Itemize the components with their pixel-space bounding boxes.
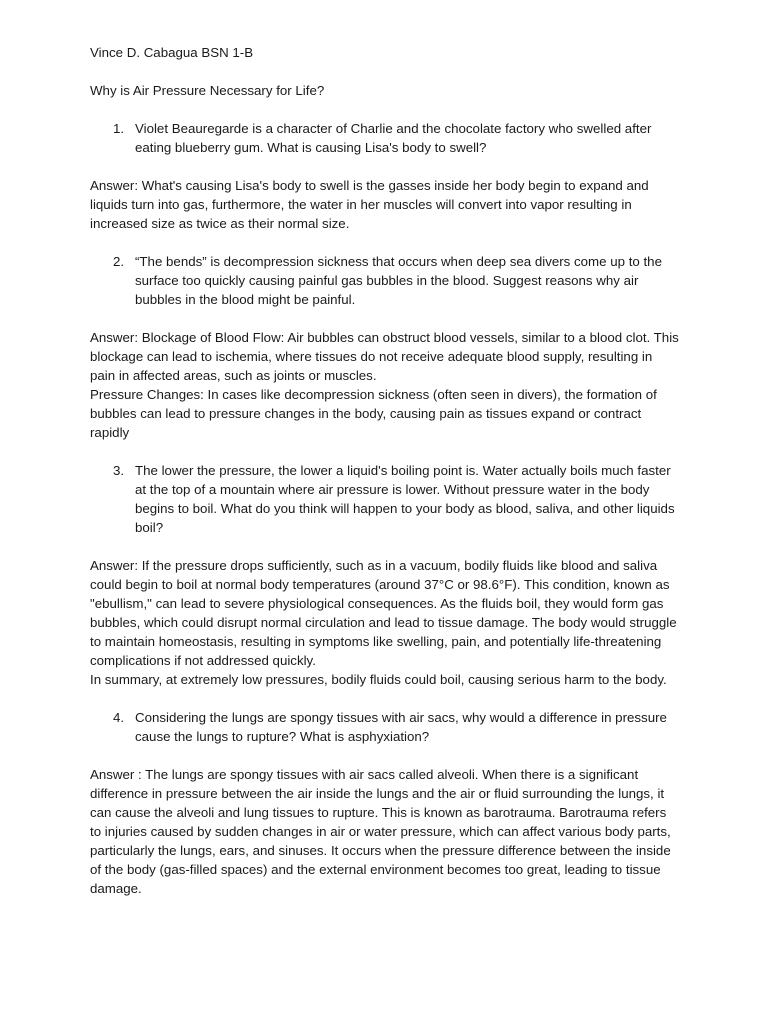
question-text: Violet Beauregarde is a character of Charlie and the chocolate factory who swelled after eating blueberry gum. What is causing Lisa's body to swell? <box>135 121 652 155</box>
question-number: 4. <box>113 710 125 725</box>
question-number: 1. <box>113 121 125 136</box>
answer-paragraph: In summary, at extremely low pressures, bodily fluids could boil, causing serious harm to the body. <box>90 672 667 687</box>
question-3 <box>113 461 680 537</box>
question-text: The lower the pressure, the lower a liquid's boiling point is. Water actually boils much faster at the top of a mountain where air pressure is lower. Without pressure water in the body begins to boil. What do you think will happen to your body as blood, saliva, and other liquids boil? <box>135 463 675 535</box>
answer-3 <box>90 556 680 689</box>
answer-2 <box>90 328 680 442</box>
answer-paragraph: Answer: If the pressure drops sufficiently, such as in a vacuum, bodily fluids like blood and saliva could begin to boil at normal body temperatures (around 37°C or 98.6°F). This condition, known as "ebullism," can lead to severe physiological consequences. As the fluids boil, they would form gas bubbles, which could disrupt normal circulation and lead to tissue damage. The body would struggle to maintain homeostasis, resulting in symptoms like swelling, pain, and potentially life-threatening complications if not addressed quickly. <box>90 558 677 668</box>
document-title: Why is Air Pressure Necessary for Life? <box>90 83 325 98</box>
question-4 <box>113 708 680 746</box>
document-page <box>90 43 680 917</box>
answer-4 <box>90 765 680 898</box>
answer-paragraph: Answer: Blockage of Blood Flow: Air bubbles can obstruct blood vessels, similar to a blood clot. This blockage can lead to ischemia, where tissues do not receive adequate blood supply, resulting in pain in affected areas, such as joints or muscles. <box>90 330 679 383</box>
question-1 <box>113 119 680 157</box>
answer-paragraph: Pressure Changes: In cases like decompression sickness (often seen in divers), the formation of bubbles can lead to pressure changes in the body, causing pain as tissues expand or contract rapidly <box>90 387 657 440</box>
question-number: 3. <box>113 463 125 478</box>
question-number: 2. <box>113 254 125 269</box>
answer-paragraph: Answer: What's causing Lisa's body to swell is the gasses inside her body begin to expand and liquids turn into gas, furthermore, the water in her muscles will convert into vapor resulting in increased size as twice as their normal size. <box>90 178 649 231</box>
author-line: Vince D. Cabagua BSN 1-B <box>90 45 254 60</box>
question-2 <box>113 252 680 309</box>
question-text: “The bends” is decompression sickness that occurs when deep sea divers come up to the surface too quickly causing painful gas bubbles in the blood. Suggest reasons why air bubbles in the blood might be painful. <box>135 254 662 307</box>
question-text: Considering the lungs are spongy tissues with air sacs, why would a difference in pressure cause the lungs to rupture? What is asphyxiation? <box>135 710 667 744</box>
answer-1 <box>90 176 680 233</box>
answer-paragraph: Answer : The lungs are spongy tissues with air sacs called alveoli. When there is a significant difference in pressure between the air inside the lungs and the air or fluid surrounding the lungs, it can cause the alveoli and lung tissues to rupture. This is known as barotrauma. Barotrauma refers to injuries caused by sudden changes in air or water pressure, which can affect various body parts, particularly the lungs, ears, and sinuses. It occurs when the pressure difference between the inside of the body (gas-filled spaces) and the external environment becomes too great, leading to tissue damage. <box>90 767 671 896</box>
